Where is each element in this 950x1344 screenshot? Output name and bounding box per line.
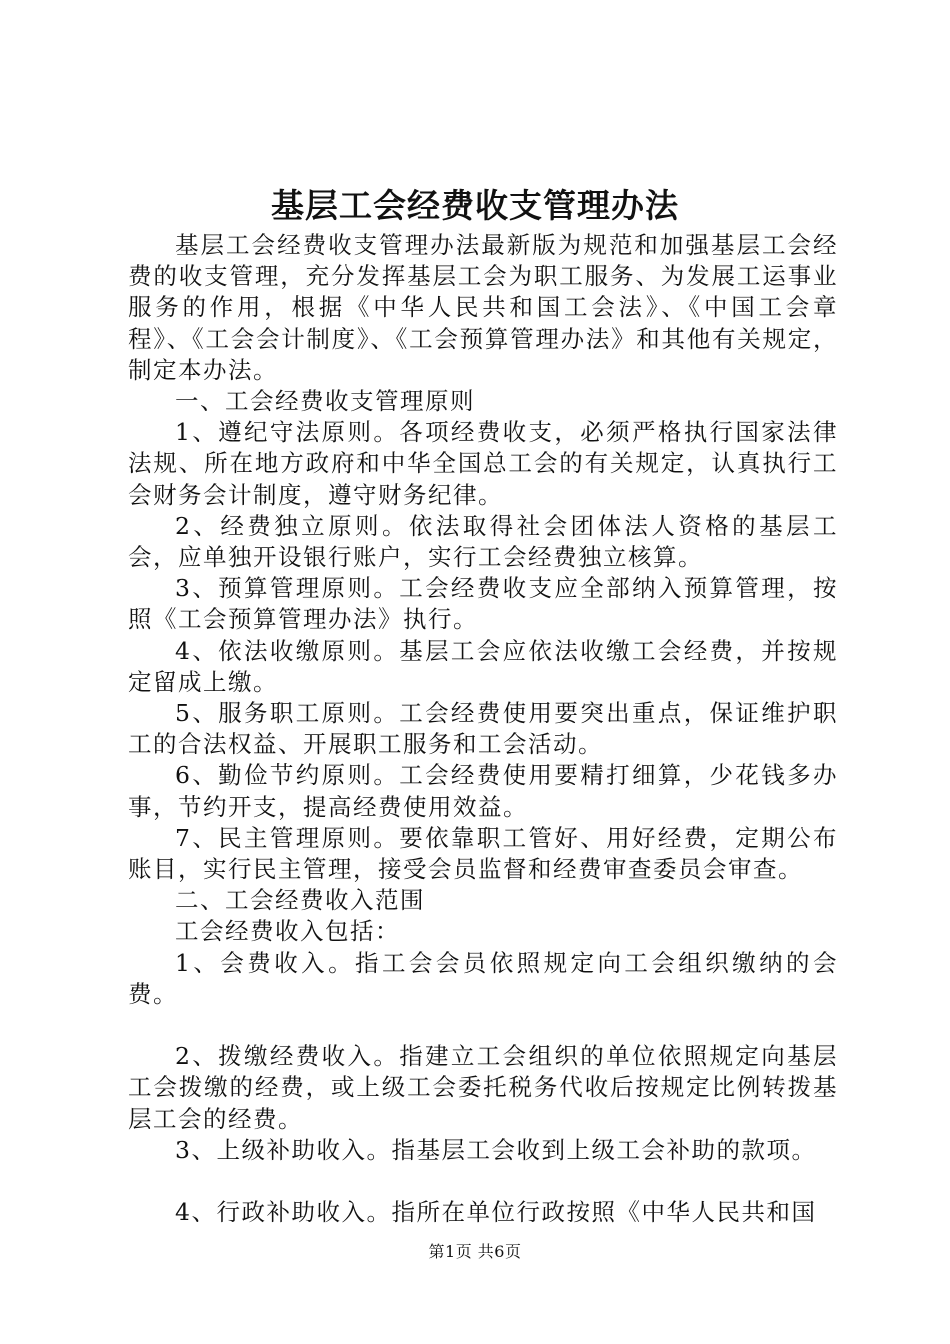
paragraph-intro: 基层工会经费收支管理办法最新版为规范和加强基层工会经费的收支管理，充分发挥基层工会为职工服务、为发展工运事业服务的作用，根据《中华人民共和国工会法》、《中国工会章程》、《工会会计制度》、《工会预算管理办法》和其他有关规定，制定本办法。 — [128, 231, 838, 384]
income-item-1: 1、会费收入。指工会会员依照规定向工会组织缴纳的会费。 — [128, 948, 838, 1008]
section-heading-2: 二、工会经费收入范围 — [175, 886, 425, 915]
income-item-2: 2、拨缴经费收入。指建立工会组织的单位依照规定向基层工会拨缴的经费，或上级工会委托税务代收后按规定比例转拨基层工会的经费。 — [128, 1042, 838, 1133]
income-intro: 工会经费收入包括： — [175, 917, 400, 946]
principle-4: 4、依法收缴原则。基层工会应依法收缴工会经费，并按规定留成上缴。 — [128, 636, 838, 696]
principle-5: 5、服务职工原则。工会经费使用要突出重点，保证维护职工的合法权益、开展职工服务和工会活动。 — [128, 699, 838, 759]
principle-7: 7、民主管理原则。要依靠职工管好、用好经费，定期公布账目，实行民主管理，接受会员监督和经费审查委员会审查。 — [128, 823, 838, 884]
page-number: 第1页 共6页 — [428, 1242, 522, 1261]
principle-1: 1、遵纪守法原则。各项经费收支，必须严格执行国家法律法规、所在地方政府和中华全国总工会的有关规定，认真执行工会财务会计制度，遵守财务纪律。 — [128, 418, 838, 509]
income-item-3: 3、上级补助收入。指基层工会收到上级工会补助的款项。 — [175, 1135, 817, 1164]
document-title: 基层工会经费收支管理办法 — [271, 186, 679, 225]
document-body — [128, 230, 838, 1228]
section-heading-1: 一、工会经费收支管理原则 — [175, 387, 475, 416]
principle-2: 2、经费独立原则。依法取得社会团体法人资格的基层工会，应单独开设银行账户，实行工会经费独立核算。 — [128, 511, 838, 572]
principle-3: 3、预算管理原则。工会经费收支应全部纳入预算管理，按照《工会预算管理办法》执行。 — [128, 574, 838, 634]
principle-6: 6、勤俭节约原则。工会经费使用要精打细算，少花钱多办事，节约开支，提高经费使用效益。 — [128, 761, 838, 821]
income-item-4: 4、行政补助收入。指所在单位行政按照《中华人民共和国 — [175, 1198, 817, 1227]
